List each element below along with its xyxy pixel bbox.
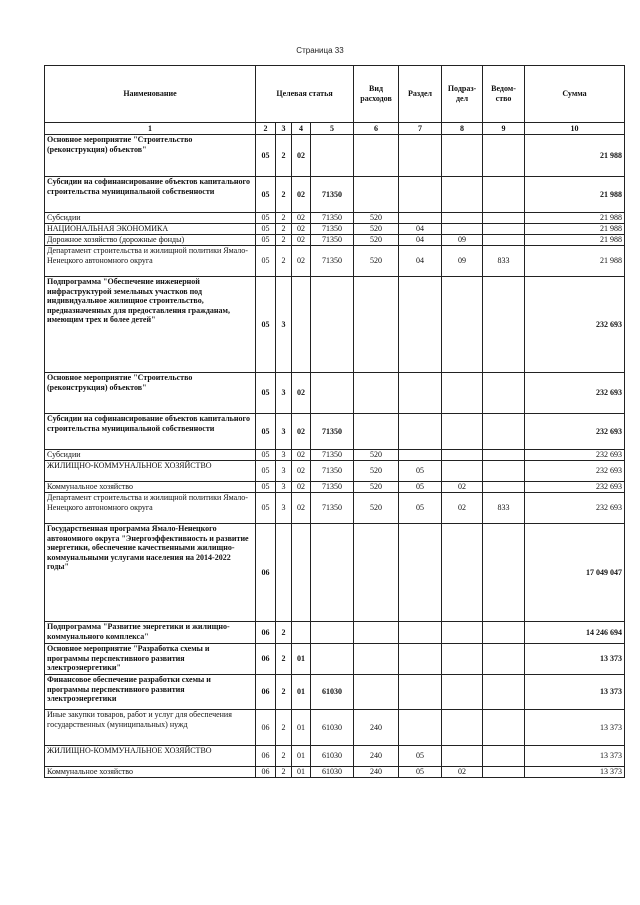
subsection-cell: 02 — [442, 482, 483, 493]
row-name: Субсидии на софинансирование объектов капитального строительства муниципальной собственности — [45, 414, 256, 450]
header-sum: Сумма — [525, 66, 625, 123]
target-code-program: 05 — [256, 277, 276, 373]
column-number: 6 — [354, 123, 399, 135]
section-cell — [399, 373, 442, 414]
subsection-cell — [442, 461, 483, 482]
section-cell: 05 — [399, 493, 442, 524]
target-code-subprogram: 2 — [276, 235, 292, 246]
row-name: Основное мероприятие "Строительство (реконструкция) объектов" — [45, 135, 256, 177]
department-cell — [483, 710, 525, 746]
target-code-event: 02 — [292, 177, 311, 213]
column-number: 3 — [276, 123, 292, 135]
table-row — [45, 235, 625, 246]
expense-type-cell: 520 — [354, 213, 399, 224]
department-cell — [483, 461, 525, 482]
target-code-direction: 71350 — [311, 461, 354, 482]
row-name: Департамент строительства и жилищной политики Ямало-Ненецкого автономного округа — [45, 493, 256, 524]
sum-cell: 21 988 — [525, 235, 625, 246]
sum-cell: 17 049 047 — [525, 524, 625, 622]
target-code-program: 05 — [256, 373, 276, 414]
table-row — [45, 746, 625, 767]
subsection-cell — [442, 414, 483, 450]
expense-type-cell — [354, 135, 399, 177]
row-name: Основное мероприятие "Строительство (реконструкция) объектов" — [45, 373, 256, 414]
sum-cell: 232 693 — [525, 414, 625, 450]
target-code-direction: 71350 — [311, 493, 354, 524]
target-code-subprogram: 2 — [276, 767, 292, 778]
row-name: Дорожное хозяйство (дорожные фонды) — [45, 235, 256, 246]
table-row — [45, 373, 625, 414]
expense-type-cell — [354, 622, 399, 644]
target-code-direction — [311, 644, 354, 675]
row-name: Финансовое обеспечение разработки схемы и программы перспективного развития электроэнергетики — [45, 675, 256, 710]
section-cell: 05 — [399, 767, 442, 778]
target-code-direction — [311, 373, 354, 414]
header-name: Наименование — [45, 66, 256, 123]
target-code-direction: 71350 — [311, 177, 354, 213]
department-cell — [483, 482, 525, 493]
subsection-cell — [442, 524, 483, 622]
section-cell: 05 — [399, 461, 442, 482]
row-name: Коммунальное хозяйство — [45, 767, 256, 778]
expense-type-cell — [354, 414, 399, 450]
table-row — [45, 177, 625, 213]
subsection-cell — [442, 644, 483, 675]
department-cell — [483, 224, 525, 235]
expense-type-cell: 520 — [354, 482, 399, 493]
header-section: Раздел — [399, 66, 442, 123]
table-row — [45, 675, 625, 710]
column-number: 9 — [483, 123, 525, 135]
table-row — [45, 767, 625, 778]
department-cell — [483, 767, 525, 778]
sum-cell: 21 988 — [525, 213, 625, 224]
column-number: 8 — [442, 123, 483, 135]
sum-cell: 232 693 — [525, 461, 625, 482]
sum-cell: 21 988 — [525, 135, 625, 177]
expense-type-cell — [354, 373, 399, 414]
subsection-cell — [442, 213, 483, 224]
department-cell — [483, 450, 525, 461]
target-code-event: 02 — [292, 213, 311, 224]
sum-cell: 232 693 — [525, 373, 625, 414]
department-cell — [483, 135, 525, 177]
sum-cell: 232 693 — [525, 450, 625, 461]
target-code-program: 05 — [256, 246, 276, 277]
target-code-direction: 61030 — [311, 767, 354, 778]
subsection-cell — [442, 622, 483, 644]
table-row — [45, 482, 625, 493]
row-name: Субсидии на софинансирование объектов капитального строительства муниципальной собственности — [45, 177, 256, 213]
section-cell — [399, 710, 442, 746]
target-code-event — [292, 277, 311, 373]
expense-type-cell: 520 — [354, 493, 399, 524]
target-code-subprogram: 2 — [276, 135, 292, 177]
sum-cell: 14 246 694 — [525, 622, 625, 644]
target-code-event: 02 — [292, 135, 311, 177]
row-name: Коммунальное хозяйство — [45, 482, 256, 493]
page-number-label: Страница 33 — [296, 46, 344, 55]
section-cell — [399, 414, 442, 450]
sum-cell: 232 693 — [525, 493, 625, 524]
sum-cell: 13 373 — [525, 767, 625, 778]
target-code-subprogram: 2 — [276, 224, 292, 235]
target-code-subprogram: 2 — [276, 746, 292, 767]
table-row — [45, 277, 625, 373]
target-code-program: 06 — [256, 622, 276, 644]
target-code-event: 02 — [292, 450, 311, 461]
table-row — [45, 414, 625, 450]
expense-type-cell: 520 — [354, 450, 399, 461]
target-code-event: 01 — [292, 746, 311, 767]
target-code-program: 05 — [256, 224, 276, 235]
target-code-program: 05 — [256, 450, 276, 461]
header-expense-type: Вид расходов — [354, 66, 399, 123]
column-number-row — [45, 123, 625, 135]
subsection-cell: 02 — [442, 493, 483, 524]
section-cell — [399, 450, 442, 461]
table-row — [45, 524, 625, 622]
section-cell: 04 — [399, 246, 442, 277]
target-code-subprogram: 2 — [276, 177, 292, 213]
row-name: Субсидии — [45, 213, 256, 224]
header-target-article: Целевая статья — [256, 66, 354, 123]
target-code-event: 02 — [292, 224, 311, 235]
expense-type-cell: 240 — [354, 767, 399, 778]
section-cell — [399, 644, 442, 675]
row-name: ЖИЛИЩНО-КОММУНАЛЬНОЕ ХОЗЯЙСТВО — [45, 746, 256, 767]
target-code-event: 02 — [292, 373, 311, 414]
target-code-direction: 61030 — [311, 675, 354, 710]
target-code-event: 02 — [292, 246, 311, 277]
subsection-cell — [442, 135, 483, 177]
subsection-cell: 02 — [442, 767, 483, 778]
target-code-subprogram: 3 — [276, 450, 292, 461]
section-cell — [399, 675, 442, 710]
row-name: Подпрограмма "Обеспечение инженерной инфраструктурой земельных участков под индивидуальное жилищное строительство, предназначенных для предоставления гражданам, имеющим трех и более детей" — [45, 277, 256, 373]
target-code-event: 02 — [292, 414, 311, 450]
section-cell: 04 — [399, 235, 442, 246]
target-code-program: 06 — [256, 767, 276, 778]
target-code-event: 01 — [292, 710, 311, 746]
sum-cell: 21 988 — [525, 177, 625, 213]
table-row — [45, 224, 625, 235]
budget-table — [44, 65, 625, 778]
department-cell — [483, 277, 525, 373]
table-header-row — [45, 66, 625, 123]
subsection-cell: 09 — [442, 235, 483, 246]
table-row — [45, 493, 625, 524]
section-cell — [399, 177, 442, 213]
department-cell — [483, 675, 525, 710]
department-cell — [483, 177, 525, 213]
target-code-subprogram: 3 — [276, 414, 292, 450]
row-name: Подпрограмма "Развитие энергетики и жилищно-коммунального комплекса" — [45, 622, 256, 644]
table-row — [45, 213, 625, 224]
expense-type-cell: 240 — [354, 746, 399, 767]
column-number: 5 — [311, 123, 354, 135]
row-name: Департамент строительства и жилищной политики Ямало-Ненецкого автономного округа — [45, 246, 256, 277]
target-code-event: 02 — [292, 482, 311, 493]
target-code-direction — [311, 524, 354, 622]
target-code-event — [292, 524, 311, 622]
section-cell: 05 — [399, 482, 442, 493]
target-code-program: 05 — [256, 213, 276, 224]
sum-cell: 232 693 — [525, 277, 625, 373]
subsection-cell — [442, 224, 483, 235]
expense-type-cell — [354, 644, 399, 675]
target-code-subprogram — [276, 524, 292, 622]
department-cell — [483, 746, 525, 767]
department-cell — [483, 373, 525, 414]
table-row — [45, 450, 625, 461]
column-number: 1 — [45, 123, 256, 135]
section-cell — [399, 277, 442, 373]
target-code-direction: 71350 — [311, 224, 354, 235]
target-code-program: 06 — [256, 746, 276, 767]
section-cell: 04 — [399, 224, 442, 235]
target-code-event: 02 — [292, 461, 311, 482]
sum-cell: 13 373 — [525, 644, 625, 675]
section-cell — [399, 622, 442, 644]
target-code-subprogram: 2 — [276, 622, 292, 644]
target-code-program: 06 — [256, 524, 276, 622]
target-code-subprogram: 3 — [276, 493, 292, 524]
subsection-cell — [442, 277, 483, 373]
expense-type-cell — [354, 524, 399, 622]
target-code-direction: 71350 — [311, 414, 354, 450]
table-row — [45, 246, 625, 277]
target-code-program: 06 — [256, 710, 276, 746]
subsection-cell — [442, 450, 483, 461]
sum-cell: 13 373 — [525, 746, 625, 767]
target-code-event — [292, 622, 311, 644]
subsection-cell — [442, 373, 483, 414]
target-code-program: 05 — [256, 482, 276, 493]
column-number: 2 — [256, 123, 276, 135]
sum-cell: 13 373 — [525, 675, 625, 710]
target-code-program: 05 — [256, 414, 276, 450]
target-code-program: 06 — [256, 675, 276, 710]
target-code-subprogram: 2 — [276, 246, 292, 277]
row-name: ЖИЛИЩНО-КОММУНАЛЬНОЕ ХОЗЯЙСТВО — [45, 461, 256, 482]
row-name: Субсидии — [45, 450, 256, 461]
department-cell: 833 — [483, 246, 525, 277]
subsection-cell — [442, 177, 483, 213]
target-code-event: 02 — [292, 235, 311, 246]
target-code-event: 01 — [292, 675, 311, 710]
target-code-direction: 71350 — [311, 235, 354, 246]
row-name: Государственная программа Ямало-Ненецкого автономного округа "Энергоэффективность и развитие энергетики, обеспечение качественными жилищно-коммунальными услугами населения на 2014-2022 годы" — [45, 524, 256, 622]
department-cell — [483, 524, 525, 622]
target-code-event: 02 — [292, 493, 311, 524]
target-code-direction: 61030 — [311, 746, 354, 767]
table-row — [45, 710, 625, 746]
section-cell: 05 — [399, 746, 442, 767]
department-cell: 833 — [483, 493, 525, 524]
target-code-subprogram: 2 — [276, 213, 292, 224]
target-code-direction: 71350 — [311, 213, 354, 224]
target-code-direction — [311, 277, 354, 373]
target-code-event: 01 — [292, 767, 311, 778]
target-code-direction — [311, 622, 354, 644]
expense-type-cell — [354, 675, 399, 710]
sum-cell: 21 988 — [525, 246, 625, 277]
expense-type-cell — [354, 177, 399, 213]
target-code-program: 05 — [256, 135, 276, 177]
target-code-subprogram: 2 — [276, 644, 292, 675]
row-name: НАЦИОНАЛЬНАЯ ЭКОНОМИКА — [45, 224, 256, 235]
section-cell — [399, 213, 442, 224]
target-code-program: 05 — [256, 493, 276, 524]
expense-type-cell: 520 — [354, 224, 399, 235]
column-number: 4 — [292, 123, 311, 135]
target-code-program: 05 — [256, 461, 276, 482]
table-row — [45, 622, 625, 644]
section-cell — [399, 135, 442, 177]
department-cell — [483, 414, 525, 450]
sum-cell: 232 693 — [525, 482, 625, 493]
column-number: 7 — [399, 123, 442, 135]
expense-type-cell: 520 — [354, 461, 399, 482]
expense-type-cell: 520 — [354, 235, 399, 246]
sum-cell: 13 373 — [525, 710, 625, 746]
department-cell — [483, 235, 525, 246]
target-code-direction: 71350 — [311, 246, 354, 277]
subsection-cell — [442, 710, 483, 746]
target-code-direction: 71350 — [311, 450, 354, 461]
target-code-direction: 71350 — [311, 482, 354, 493]
target-code-program: 06 — [256, 644, 276, 675]
table-row — [45, 135, 625, 177]
table-row — [45, 644, 625, 675]
department-cell — [483, 622, 525, 644]
expense-type-cell: 520 — [354, 246, 399, 277]
subsection-cell — [442, 746, 483, 767]
target-code-event: 01 — [292, 644, 311, 675]
section-cell — [399, 524, 442, 622]
target-code-direction: 61030 — [311, 710, 354, 746]
target-code-subprogram: 3 — [276, 482, 292, 493]
department-cell — [483, 213, 525, 224]
sum-cell: 21 988 — [525, 224, 625, 235]
table-row — [45, 461, 625, 482]
row-name: Основное мероприятие "Разработка схемы и программы перспективного развития электроэнергетики" — [45, 644, 256, 675]
expense-type-cell: 240 — [354, 710, 399, 746]
department-cell — [483, 644, 525, 675]
target-code-program: 05 — [256, 235, 276, 246]
subsection-cell: 09 — [442, 246, 483, 277]
target-code-subprogram: 3 — [276, 277, 292, 373]
target-code-direction — [311, 135, 354, 177]
header-department: Ведом-ство — [483, 66, 525, 123]
column-number: 10 — [525, 123, 625, 135]
target-code-subprogram: 2 — [276, 675, 292, 710]
target-code-subprogram: 3 — [276, 373, 292, 414]
expense-type-cell — [354, 277, 399, 373]
target-code-program: 05 — [256, 177, 276, 213]
subsection-cell — [442, 675, 483, 710]
row-name: Иные закупки товаров, работ и услуг для обеспечения государственных (муниципальных) нужд — [45, 710, 256, 746]
target-code-subprogram: 3 — [276, 461, 292, 482]
header-subsection: Подраз-дел — [442, 66, 483, 123]
target-code-subprogram: 2 — [276, 710, 292, 746]
